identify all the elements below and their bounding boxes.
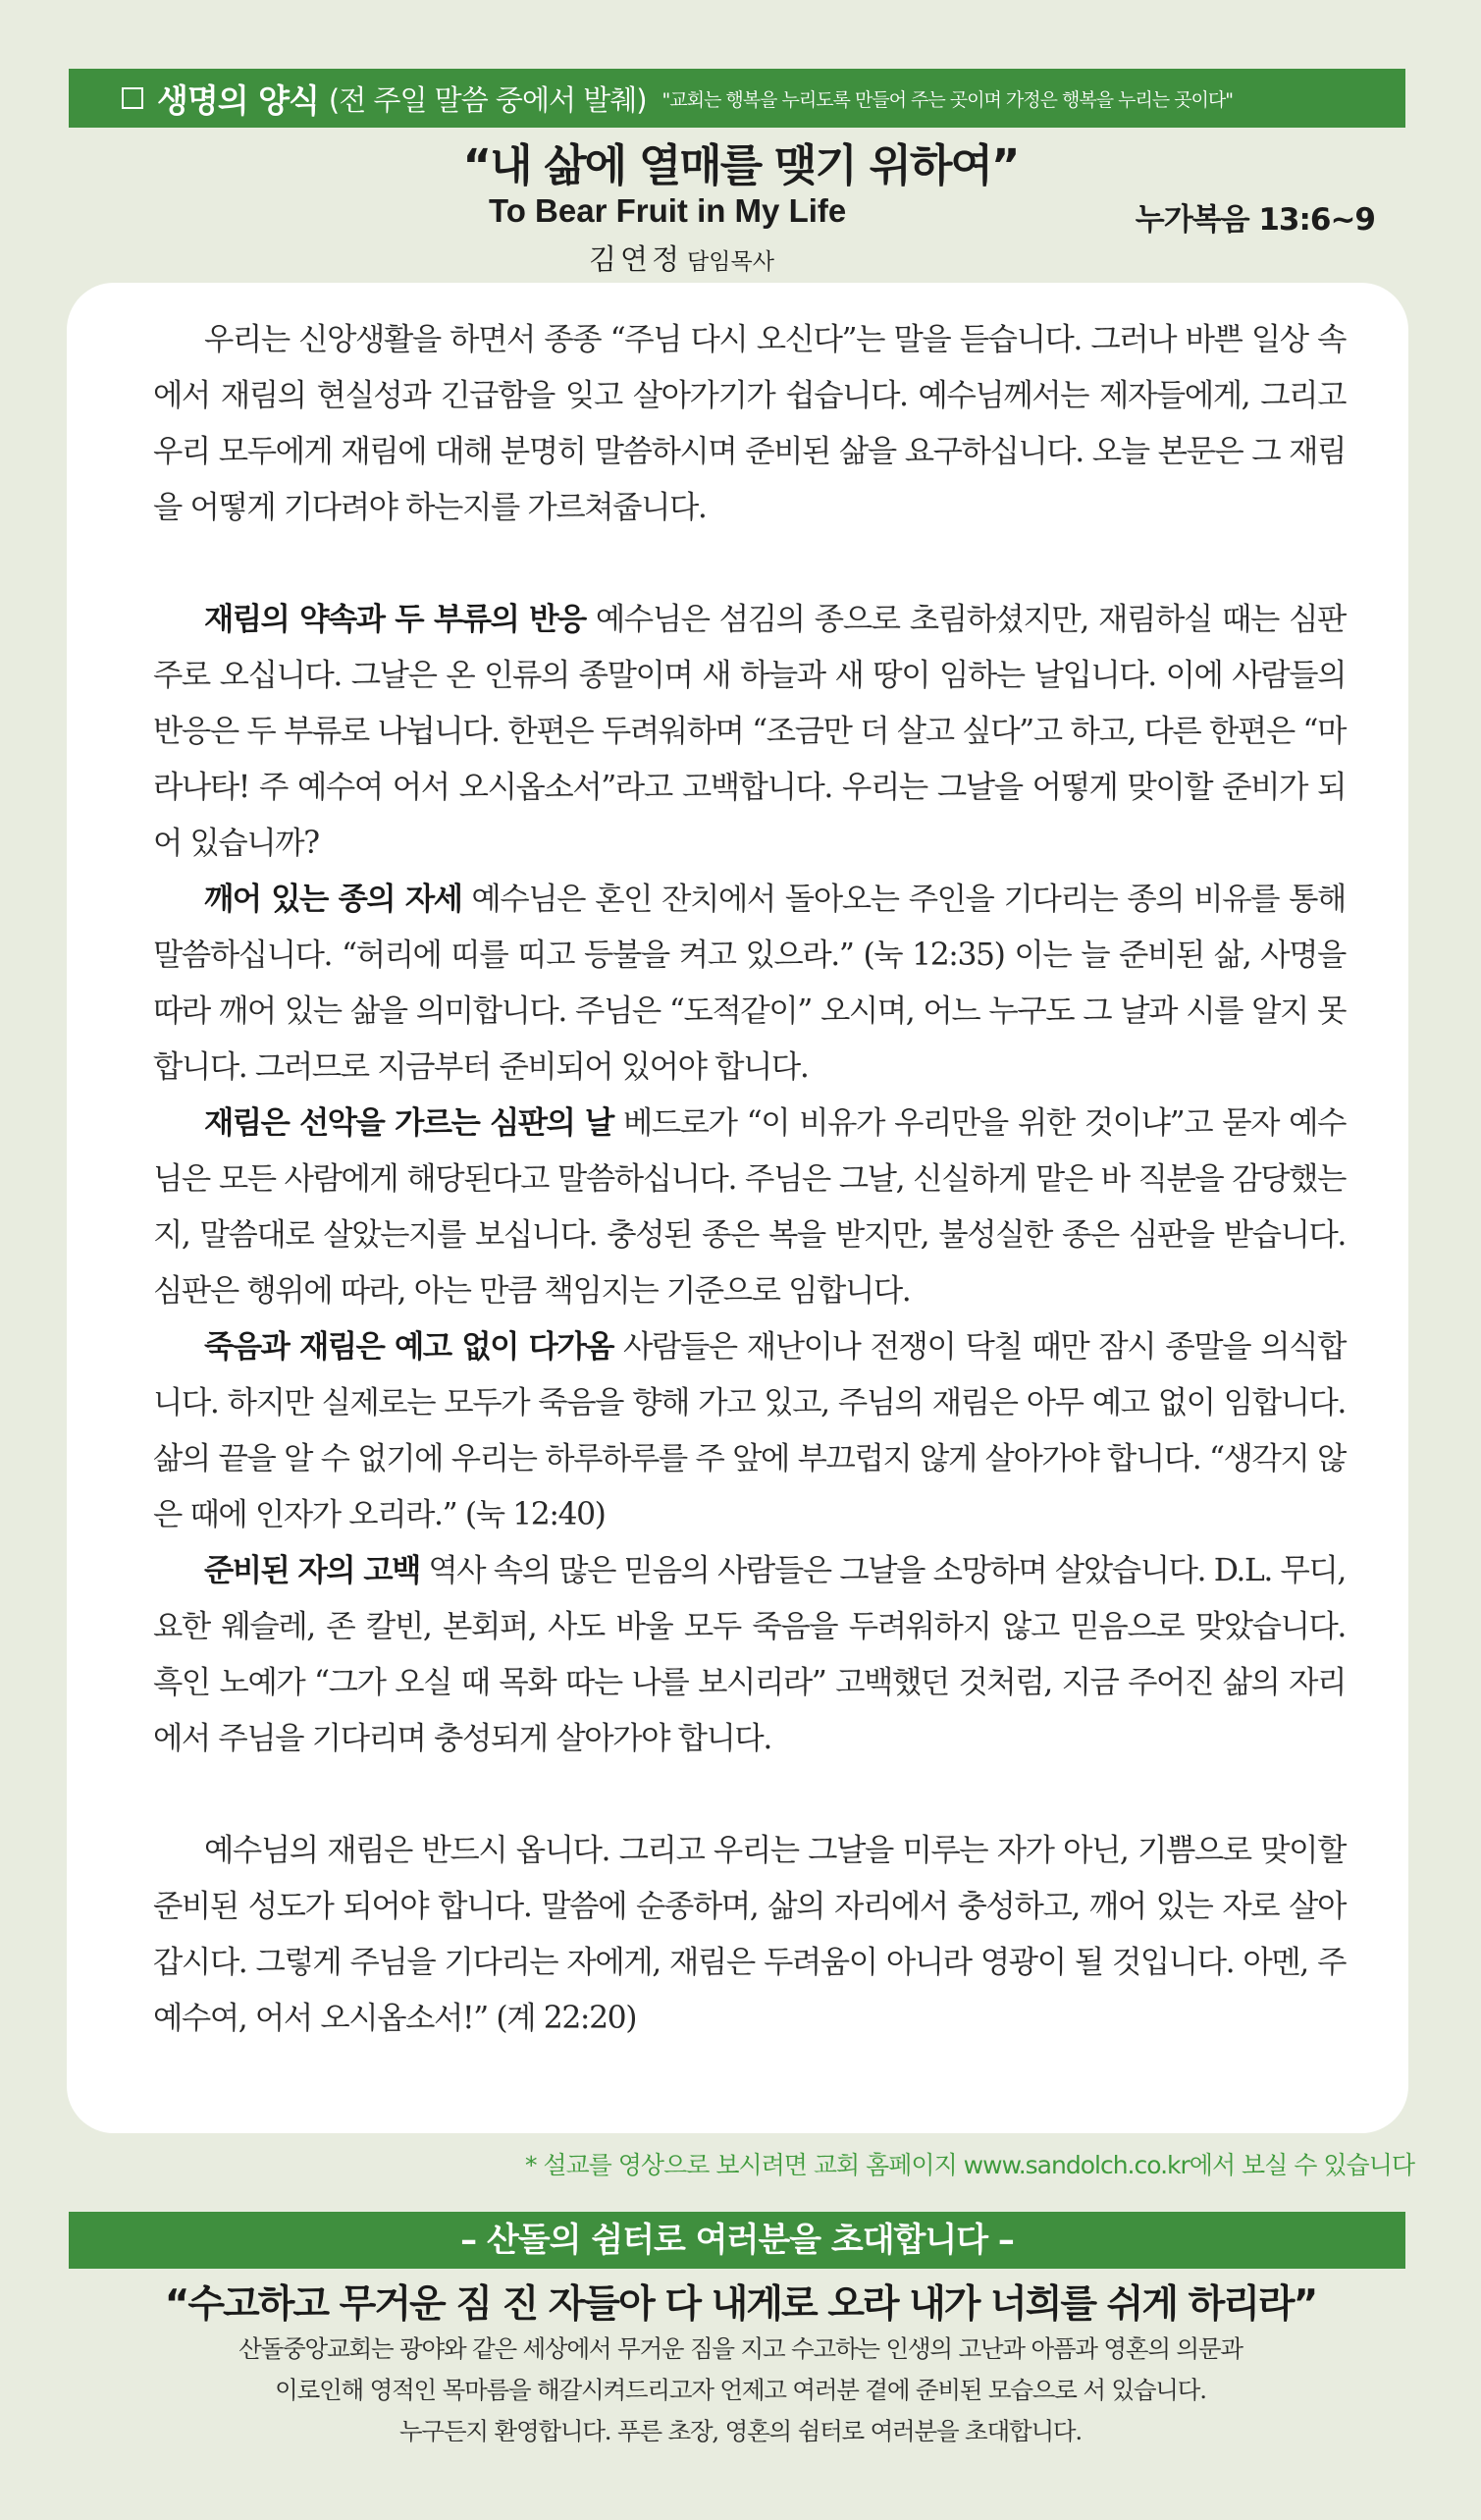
invite-banner: – 산돌의 쉼터로 여러분을 초대합니다 – [69,2212,1405,2269]
section-text: 베드로가 “이 비유가 우리만을 위한 것이냐”고 묻자 예수님은 모든 사람에게 해당된다고 말씀하십니다. 주님은 그날, 신실하게 맡은 바 직분을 감당했는지, 말씀대로 살았는지를 보십니다. 충성된 종은 복을 받지만, 불성실한 종은 심판을 받습니다. 심판은 행위에 따라, 아는 만큼 책임지는 기준으로 임합니다. [153,1105,1346,1309]
video-footnote: * 설교를 영상으로 보시려면 교회 홈페이지 www.sandolch.co.kr에서 보실 수 있습니다 [524,2151,1414,2179]
section-text: 사람들은 재난이나 전쟁이 닥칠 때만 잠시 종말을 의식합니다. 하지만 실제로는 모두가 죽음을 향해 가고 있고, 주님의 재림은 아무 예고 없이 임합니다. 삶의 끝을 알 수 없기에 우리는 하루하루를 주 앞에 부끄럽지 않게 살아가야 합니다. “생각지 않은 때에 인자가 오리라.” (눅 12:40) [153,1329,1346,1532]
section-paragraph [153,1096,1346,1319]
sermon-body [67,283,1408,2133]
section-text: 예수님은 섬김의 종으로 초림하셨지만, 재림하실 때는 심판주로 오십니다. 그날은 온 인류의 종말이며 새 하늘과 새 땅이 임하는 날입니다. 이에 사람들의 반응은 두 부류로 나뉩니다. 한편은 두려워하며 “조금만 더 살고 싶다”고 하고, 다른 한편은 “마라나타! 주 예수여 어서 오시옵소서”라고 고백합니다. 우리는 그날을 어떻게 맞이할 준비가 되어 있습니까? [153,602,1346,861]
checkbox-square-icon [122,87,143,109]
sermon-title: “내 삶에 열매를 맺기 위하여” [462,139,1019,191]
section-paragraph [153,1319,1346,1543]
banner-title: 생명의 양식 [157,80,319,120]
section-heading: 죽음과 재림은 예고 없이 다가옴 [204,1329,613,1365]
pastor-name: 김연정 [589,242,684,276]
section-heading: 깨어 있는 종의 자세 [204,882,462,917]
pastor-credit [589,238,774,278]
section-paragraph [153,1543,1346,1767]
invite-quote: “수고하고 무거운 짐 진 자들아 다 내게로 오라 내가 너희를 쉬게 하리라” [164,2282,1317,2327]
top-banner [69,69,1405,128]
scripture-reference: 누가복음 13:6~9 [1135,202,1375,238]
banner-quote: "교회는 행복을 누리도록 만들어 주는 곳이며 가정은 행복을 누리는 곳이다" [661,88,1234,111]
invite-line: 이로인해 영적인 목마름을 해갈시켜드리고자 언제고 여러분 곁에 준비된 모습으로 서 있습니다. [275,2376,1206,2404]
section-heading: 준비된 자의 고백 [204,1553,420,1588]
section-paragraph [153,872,1346,1096]
sermon-english-title: To Bear Fruit in My Life [489,192,847,229]
intro-paragraph: 우리는 신앙생활을 하면서 종종 “주님 다시 오신다”는 말을 듣습니다. 그러나 바쁜 일상 속에서 재림의 현실성과 긴급함을 잊고 살아가기가 쉽습니다. 예수님께서는 제자들에게, 그리고 우리 모두에게 재림에 대해 분명히 말씀하시며 준비된 삶을 요구하십니다. 오늘 본문은 그 재림을 어떻게 기다려야 하는지를 가르쳐줍니다. [153,322,1346,525]
section-heading: 재림의 약속과 두 부류의 반응 [204,602,586,637]
section-text: 역사 속의 많은 믿음의 사람들은 그날을 소망하며 살았습니다. D.L. 무디, 요한 웨슬레, 존 칼빈, 본회퍼, 사도 바울 모두 죽음을 두려워하지 않고 믿음으로 맞았습니다. 흑인 노예가 “그가 오실 때 목화 따는 나를 보시리라” 고백했던 것처럼, 지금 주어진 삶의 자리에서 주님을 기다리며 충성되게 살아가야 합니다. [153,1553,1346,1756]
invite-body [0,2329,1481,2452]
section-paragraph [153,592,1346,872]
section-text: 예수님은 혼인 잔치에서 돌아오는 주인을 기다리는 종의 비유를 통해 말씀하십니다. “허리에 띠를 띠고 등불을 켜고 있으라.” (눅 12:35) 이는 늘 준비된 삶, 사명을 따라 깨어 있는 삶을 의미합니다. 주님은 “도적같이” 오시며, 어느 누구도 그 날과 시를 알지 못합니다. 그러므로 지금부터 준비되어 있어야 합니다. [153,882,1346,1085]
conclusion-paragraph: 예수님의 재림은 반드시 옵니다. 그리고 우리는 그날을 미루는 자가 아닌, 기쁨으로 맞이할 준비된 성도가 되어야 합니다. 말씀에 순종하며, 삶의 자리에서 충성하고, 깨어 있는 자로 살아갑시다. 그렇게 주님을 기다리는 자에게, 재림은 두려움이 아니라 영광이 될 것입니다. 아멘, 주 예수여, 어서 오시옵소서!” (계 22:20) [153,1833,1346,2036]
invite-line: 산돌중앙교회는 광야와 같은 세상에서 무거운 짐을 지고 수고하는 인생의 고난과 아픔과 영혼의 의문과 [238,2334,1243,2363]
invite-line: 누구든지 환영합니다. 푸른 초장, 영혼의 쉼터로 여러분을 초대합니다. [399,2417,1082,2445]
banner-subtitle: (전 주일 말씀 중에서 발췌) [328,82,647,117]
pastor-role: 담임목사 [687,249,774,275]
section-heading: 재림은 선악을 가르는 심판의 날 [204,1105,613,1141]
